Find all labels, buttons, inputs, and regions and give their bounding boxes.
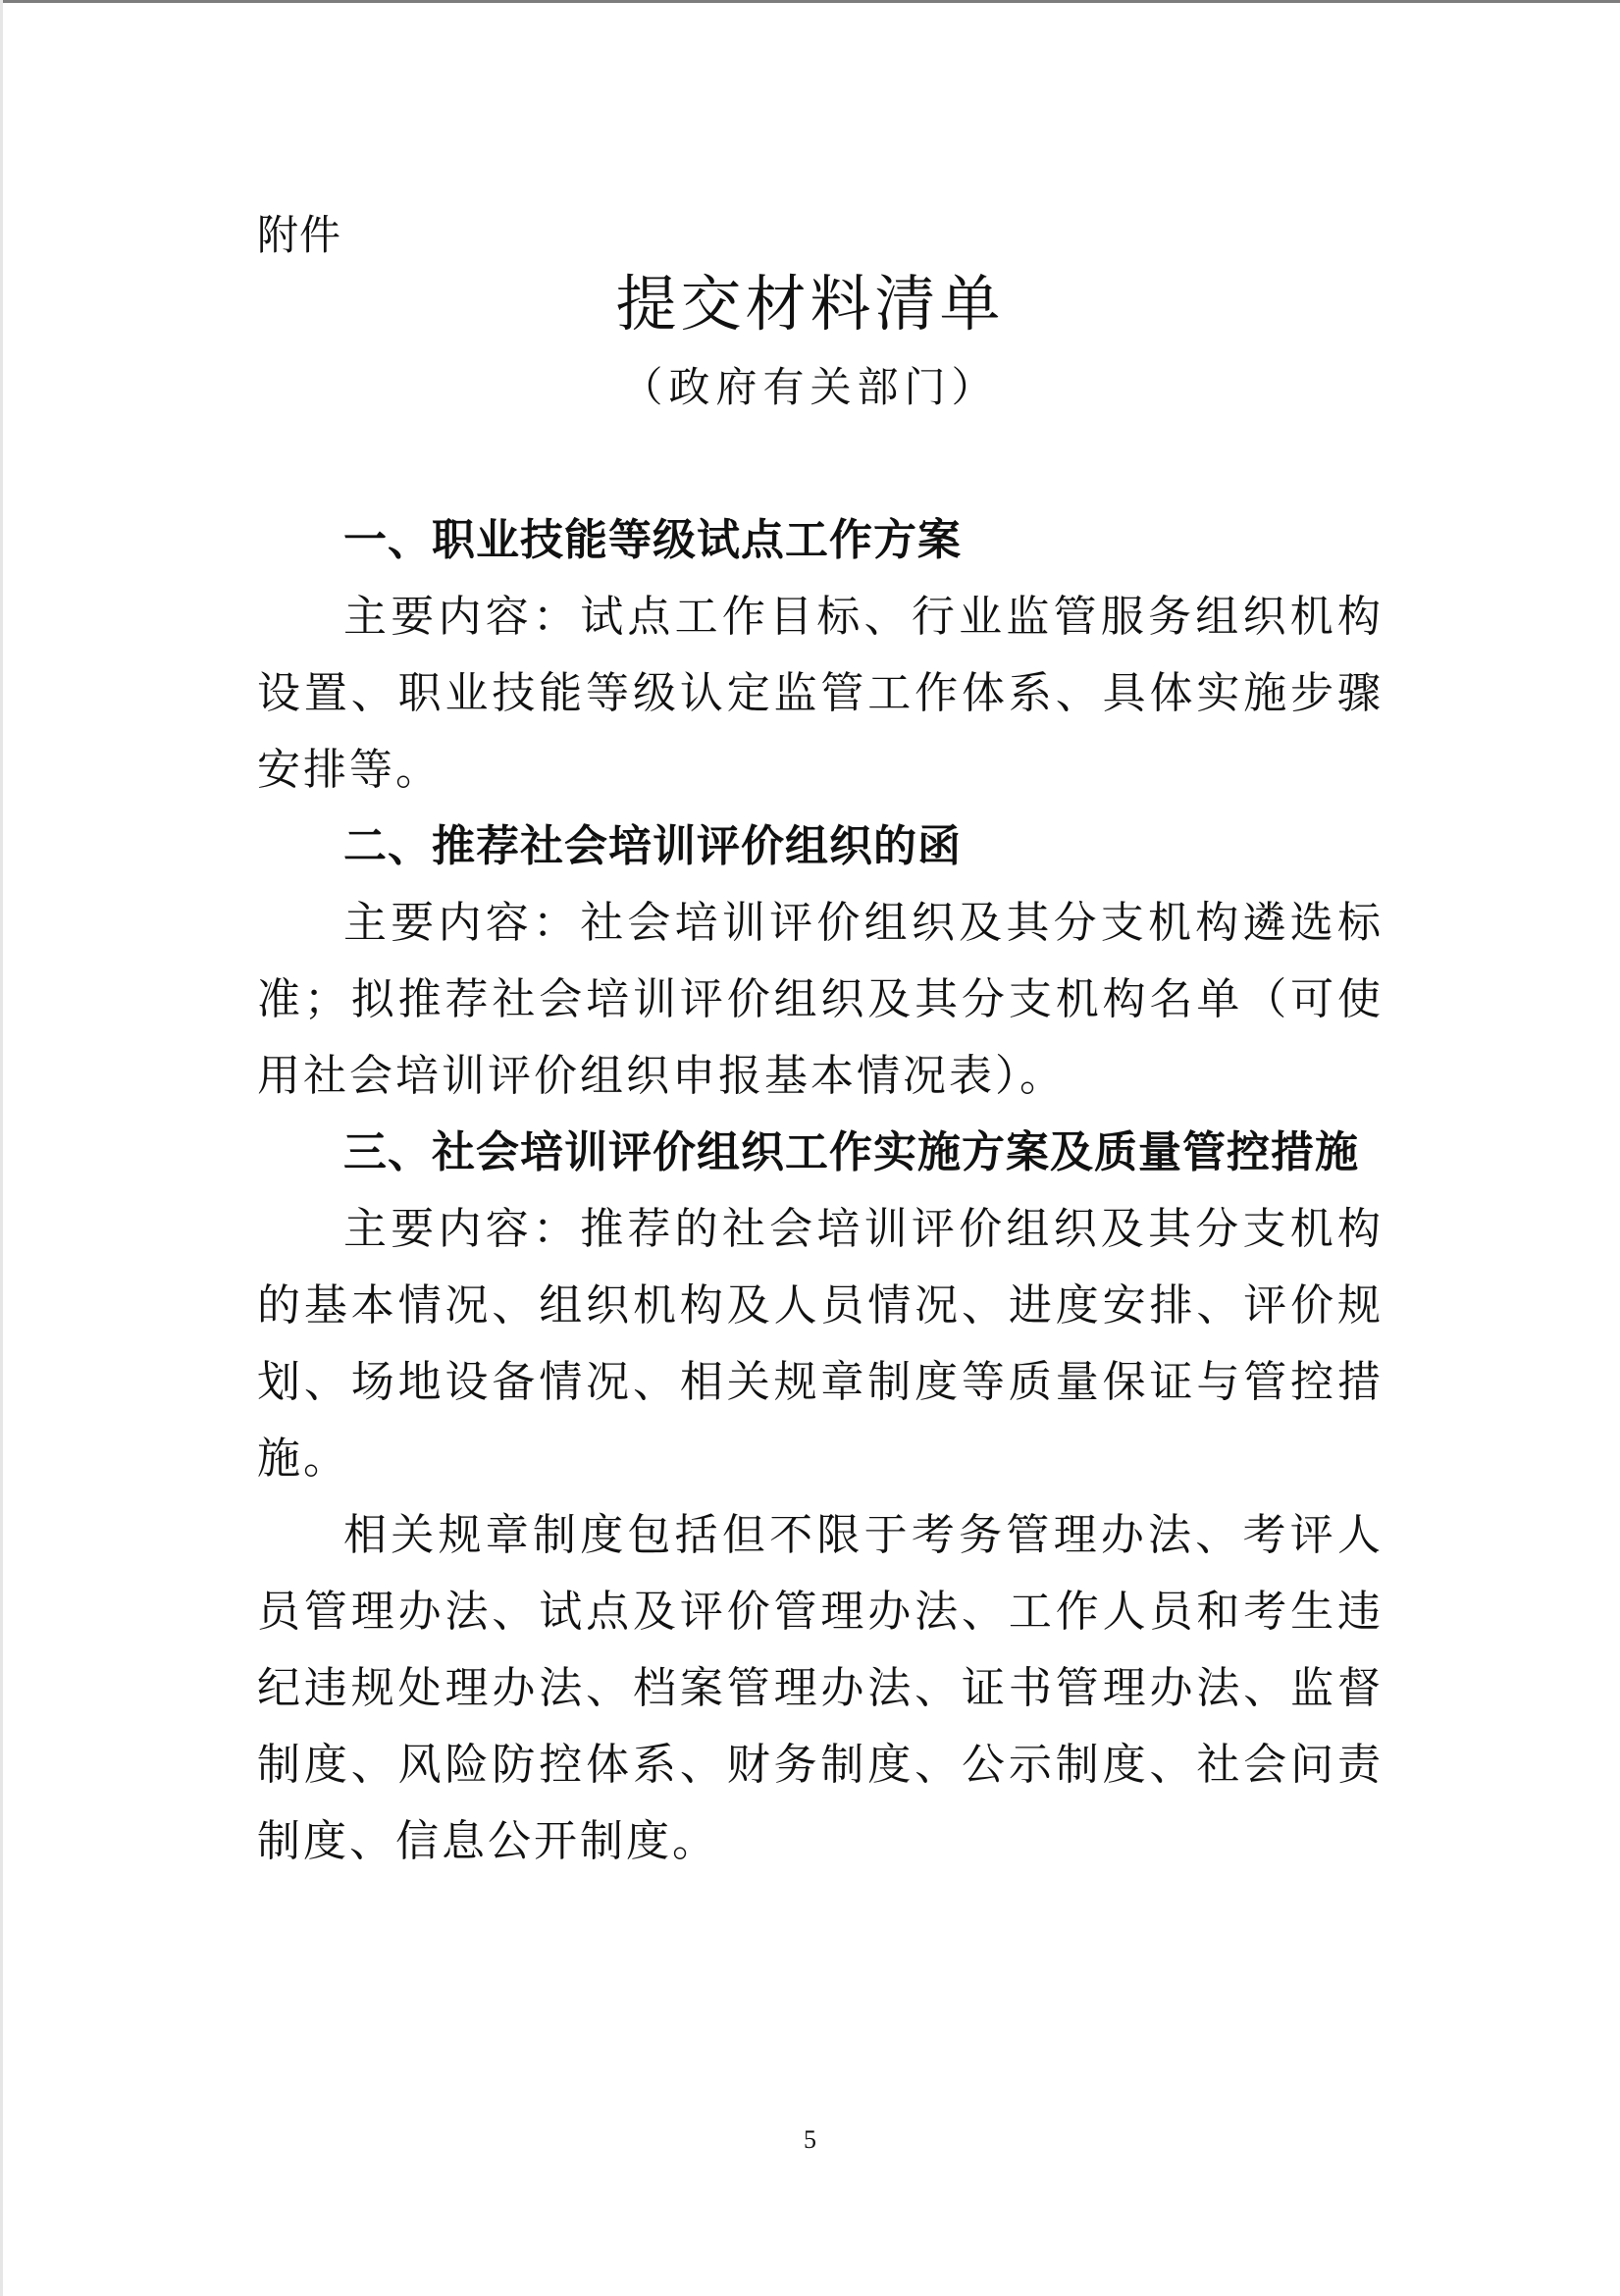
- document-title: 提交材料清单: [615, 268, 1005, 339]
- page-number: 5: [804, 2125, 816, 2154]
- section-3-paragraph-2: 相关规章制度包括但不限于考务管理办法、考评人员管理办法、试点及评价管理办法、工作人员和考生违纪违规处理办法、档案管理办法、证书管理办法、监督制度、风险防控体系、财务制度、公示制度、社会问责制度、信息公开制度。: [257, 1510, 1384, 1866]
- section-1-paragraph-1: 主要内容：试点工作目标、行业监管服务组织机构设置、职业技能等级认定监管工作体系、具体实施步骤安排等。: [257, 592, 1384, 795]
- document-body: [257, 502, 1384, 1880]
- attachment-label: 附件: [257, 211, 342, 259]
- document-subtitle: （政府有关部门）: [621, 363, 999, 411]
- section-heading-1: 一、职业技能等级试点工作方案: [343, 515, 962, 565]
- section-heading-3: 三、社会培训评价组织工作实施方案及质量管控措施: [343, 1127, 1359, 1177]
- scan-top-edge: [0, 0, 1620, 3]
- section-3-paragraph-1: 主要内容：推荐的社会培训评价组织及其分支机构的基本情况、组织机构及人员情况、进度安排、评价规划、场地设备情况、相关规章制度等质量保证与管控措施。: [257, 1204, 1384, 1484]
- scan-left-edge: [0, 0, 3, 2296]
- section-heading-2: 二、推荐社会培训评价组织的函: [343, 821, 962, 871]
- section-2-paragraph-1: 主要内容：社会培训评价组织及其分支机构遴选标准；拟推荐社会培训评价组织及其分支机构名单（可使用社会培训评价组织申报基本情况表）。: [257, 898, 1384, 1101]
